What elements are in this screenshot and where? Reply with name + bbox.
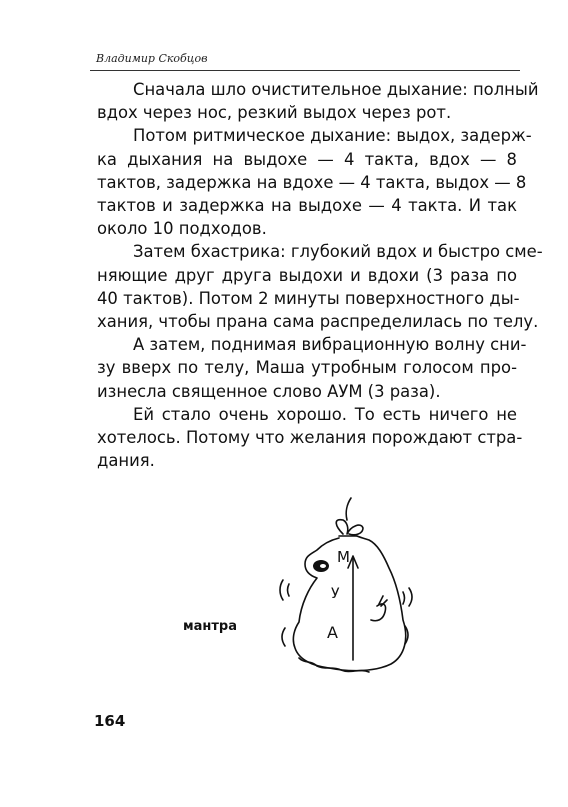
figure-caption: мантра [183,619,237,634]
text-line: дания. [97,451,155,471]
text-line: тактов и задержка на выдохе — 4 такта. И так [97,196,517,216]
letter-a: А [327,623,338,642]
text-line: зу вверх по телу, Маша утробным голосом про- [97,358,517,378]
paragraph [97,240,543,333]
text-line: хотелось. Потому что желания порождают стра- [97,428,523,448]
text-line: вдох через нос, резкий выдох через рот. [97,103,452,123]
text-line: няющие друг друга выдохи и вдохи (3 раза по [97,265,517,285]
bow-drawing [336,520,363,535]
letter-m: М [337,548,350,566]
body-text [97,78,543,472]
arm-outline [371,604,386,621]
text-line: Сначала шло очистительное дыхание: полный [133,80,539,99]
text-line: Ей стало очень хорошо. То есть ничего не [133,404,517,424]
vibration-marks-right [403,588,412,606]
hair-strand [346,498,351,520]
text-line: ка дыхания на выдохе — 4 такта, вдох — 8 [97,149,517,169]
text-line: А затем, поднимая вибрационную волну сни- [133,335,527,355]
text-line: около 10 подходов. [97,219,267,239]
letter-u: У [331,586,340,602]
text-line: Затем бхастрика: глубокий вдох и быстро сме- [133,242,543,262]
mantra-illustration [265,488,425,688]
paragraph [97,78,539,124]
text-line: Потом ритмическое дыхание: выдох, задерж- [133,126,532,146]
page-number: 164 [94,712,126,730]
text-line: хания, чтобы прана сама распределилась по телу. [97,312,539,332]
paragraph [97,403,523,473]
header-rule [90,70,520,71]
chanting-figure-drawing [265,488,425,688]
text-line: изнесла священное слово АУМ (3 раза). [97,381,441,401]
paragraph [97,333,527,403]
paragraph [97,124,532,240]
text-line: 40 тактов). Потом 2 минуты поверхностного ды- [97,288,520,308]
text-line: тактов, задержка на вдохе — 4 такта, выдох — 8 [97,172,527,192]
vibration-marks-left [280,580,289,600]
running-header: Владимир Скобцов [96,52,208,65]
